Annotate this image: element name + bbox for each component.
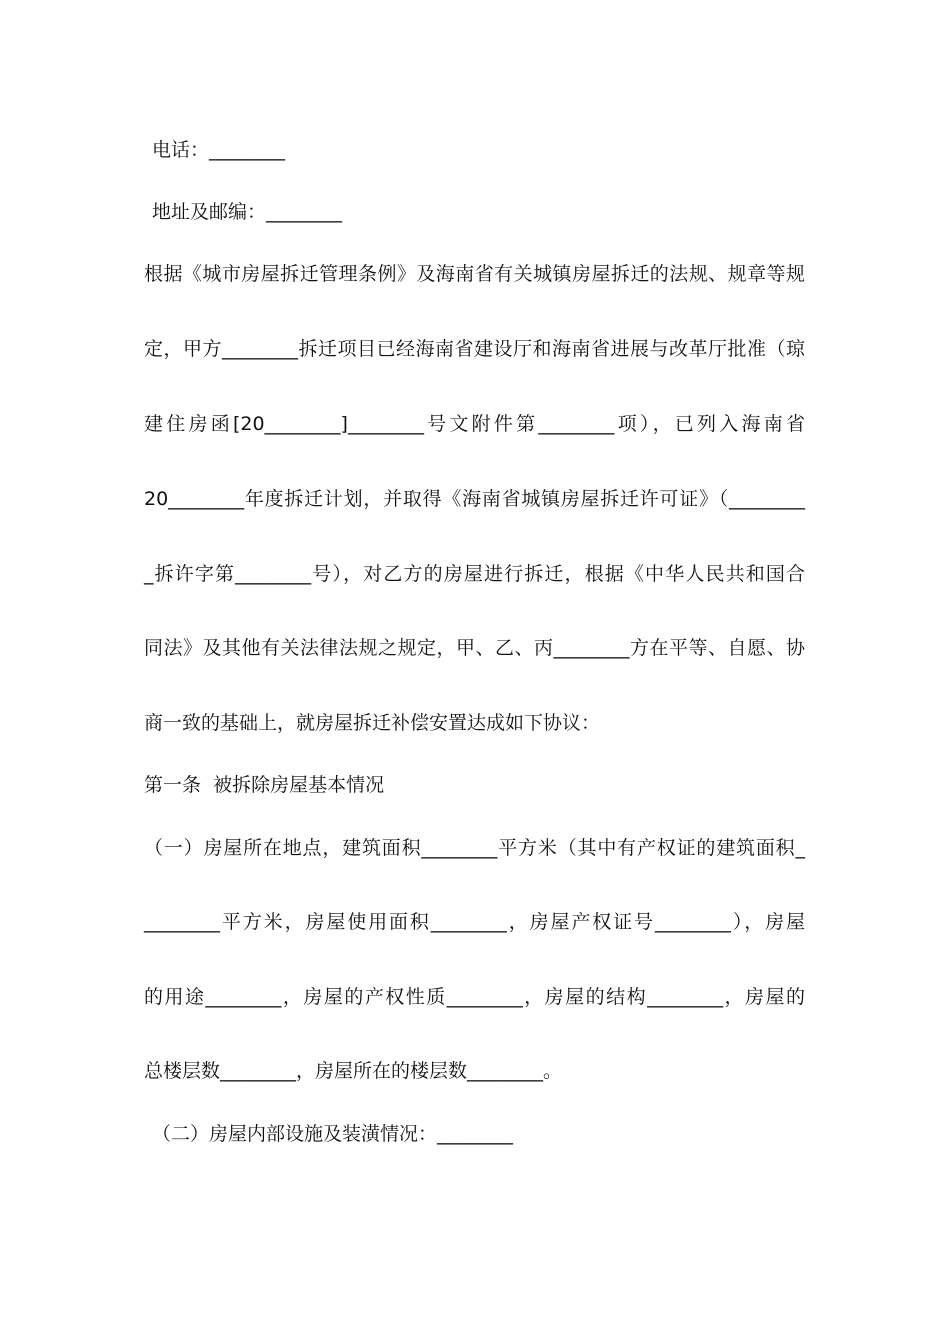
item-line: （一）房屋所在地点，建筑面积________平方米（其中有产权证的建筑面积_ — [144, 837, 805, 859]
article-title: 第一条 被拆除房屋基本情况 — [144, 774, 385, 796]
paragraph-line: 建住房函[20________]________号文附件第________项），已列入海南省 — [144, 413, 805, 435]
item-line: 总楼层数________，房屋所在的楼层数________。 — [144, 1060, 563, 1082]
paragraph-line: _拆许字第________号），对乙方的房屋进行拆迁，根据《中华人民共和国合 — [144, 563, 805, 585]
paragraph-line: 根据《城市房屋拆迁管理条例》及海南省有关城镇房屋拆迁的法规、规章等规 — [144, 263, 805, 285]
paragraph-line: 定，甲方________拆迁项目已经海南省建设厅和海南省进展与改革厅批准（琼 — [144, 338, 805, 360]
paragraph-line: 商一致的基础上，就房屋拆迁补偿安置达成如下协议： — [144, 712, 601, 734]
item-line: 的用途________，房屋的产权性质________，房屋的结构________，房屋的 — [144, 986, 805, 1008]
phone-line: 电话：________ — [152, 139, 286, 161]
item-line: ________平方米，房屋使用面积________，房屋产权证号________），房屋 — [144, 911, 805, 933]
address-line: 地址及邮编：________ — [152, 201, 343, 223]
paragraph-line: 同法》及其他有关法律法规之规定，甲、乙、丙________方在平等、自愿、协 — [144, 637, 805, 659]
item-line: （二）房屋内部设施及装潢情况：________ — [152, 1123, 514, 1145]
paragraph-line: 20________年度拆迁计划，并取得《海南省城镇房屋拆迁许可证》（________ — [144, 488, 805, 510]
